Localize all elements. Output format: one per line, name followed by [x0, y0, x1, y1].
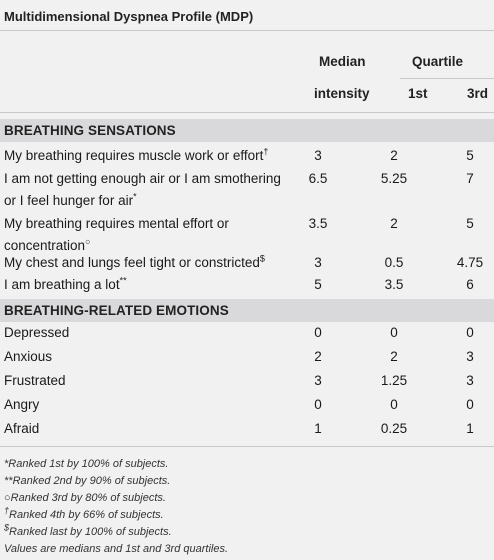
q1-value: 0	[390, 325, 398, 340]
q3-value: 4.75	[456, 255, 484, 270]
median-value: 3	[314, 255, 322, 270]
footnote: $Ranked last by 100% of subjects.	[4, 522, 172, 538]
divider	[0, 112, 494, 113]
footnote: **Ranked 2nd by 90% of subjects.	[4, 475, 171, 487]
q1-value: 2	[390, 216, 398, 231]
q3-value: 7	[466, 171, 474, 186]
q3-value: 5	[466, 216, 474, 231]
q1-value: 1.25	[380, 373, 408, 388]
q1-value: 5.25	[380, 171, 408, 186]
section-breathing-sensations	[0, 119, 494, 142]
q3-value: 0	[466, 397, 474, 412]
section-breathing-emotions	[0, 299, 494, 322]
row-label: Anxious	[4, 349, 53, 364]
median-value: 3.5	[308, 216, 328, 231]
median-value: 1	[314, 421, 322, 436]
q3-value: 6	[466, 277, 474, 292]
q3-value: 3	[466, 373, 474, 388]
median-value: 0	[314, 397, 322, 412]
median-value: 5	[314, 277, 322, 292]
q1-value: 0	[390, 397, 398, 412]
q1-value: 0.5	[384, 255, 404, 270]
median-value: 3	[314, 373, 322, 388]
q3-value: 3	[466, 349, 474, 364]
header-median-line1: Median	[319, 54, 366, 69]
row-label: My chest and lungs feel tight or constricted$	[4, 253, 265, 270]
divider	[0, 446, 494, 447]
q3-value: 0	[466, 325, 474, 340]
q1-value: 0.25	[380, 421, 408, 436]
row-label: Depressed	[4, 325, 70, 340]
table-title: Multidimensional Dyspnea Profile (MDP)	[4, 9, 254, 24]
q1-value: 2	[390, 148, 398, 163]
q3-value: 5	[466, 148, 474, 163]
median-value: 2	[314, 349, 322, 364]
median-value: 0	[314, 325, 322, 340]
header-q1: 1st	[408, 86, 428, 101]
row-label: Afraid	[4, 421, 40, 436]
footnote: ○Ranked 3rd by 80% of subjects.	[4, 492, 166, 504]
quartile-divider	[400, 78, 494, 79]
header-quartile: Quartile	[412, 54, 464, 69]
q1-value: 3.5	[384, 277, 404, 292]
row-label: Angry	[4, 397, 40, 412]
median-value: 3	[314, 148, 322, 163]
row-label: My breathing requires muscle work or effort†	[4, 146, 269, 163]
footnote: Values are medians and 1st and 3rd quartiles.	[4, 543, 229, 555]
section-title: BREATHING-RELATED EMOTIONS	[4, 303, 229, 318]
header-q3: 3rd	[467, 86, 489, 101]
footnote: *Ranked 1st by 100% of subjects.	[4, 458, 169, 470]
row-label: Frustrated	[4, 373, 66, 388]
divider	[0, 30, 494, 31]
section-title: BREATHING SENSATIONS	[4, 123, 176, 138]
row-label: I am not getting enough air or I am smothering or I feel hunger for air*	[4, 171, 281, 208]
row-label: I am breathing a lot**	[4, 275, 127, 292]
q3-value: 1	[466, 421, 474, 436]
row-label: My breathing requires mental effort or concentration○	[4, 216, 229, 253]
median-value: 6.5	[308, 171, 328, 186]
footnote: †Ranked 4th by 66% of subjects.	[4, 505, 164, 521]
q1-value: 2	[390, 349, 398, 364]
header-median-line2: intensity	[314, 86, 370, 101]
